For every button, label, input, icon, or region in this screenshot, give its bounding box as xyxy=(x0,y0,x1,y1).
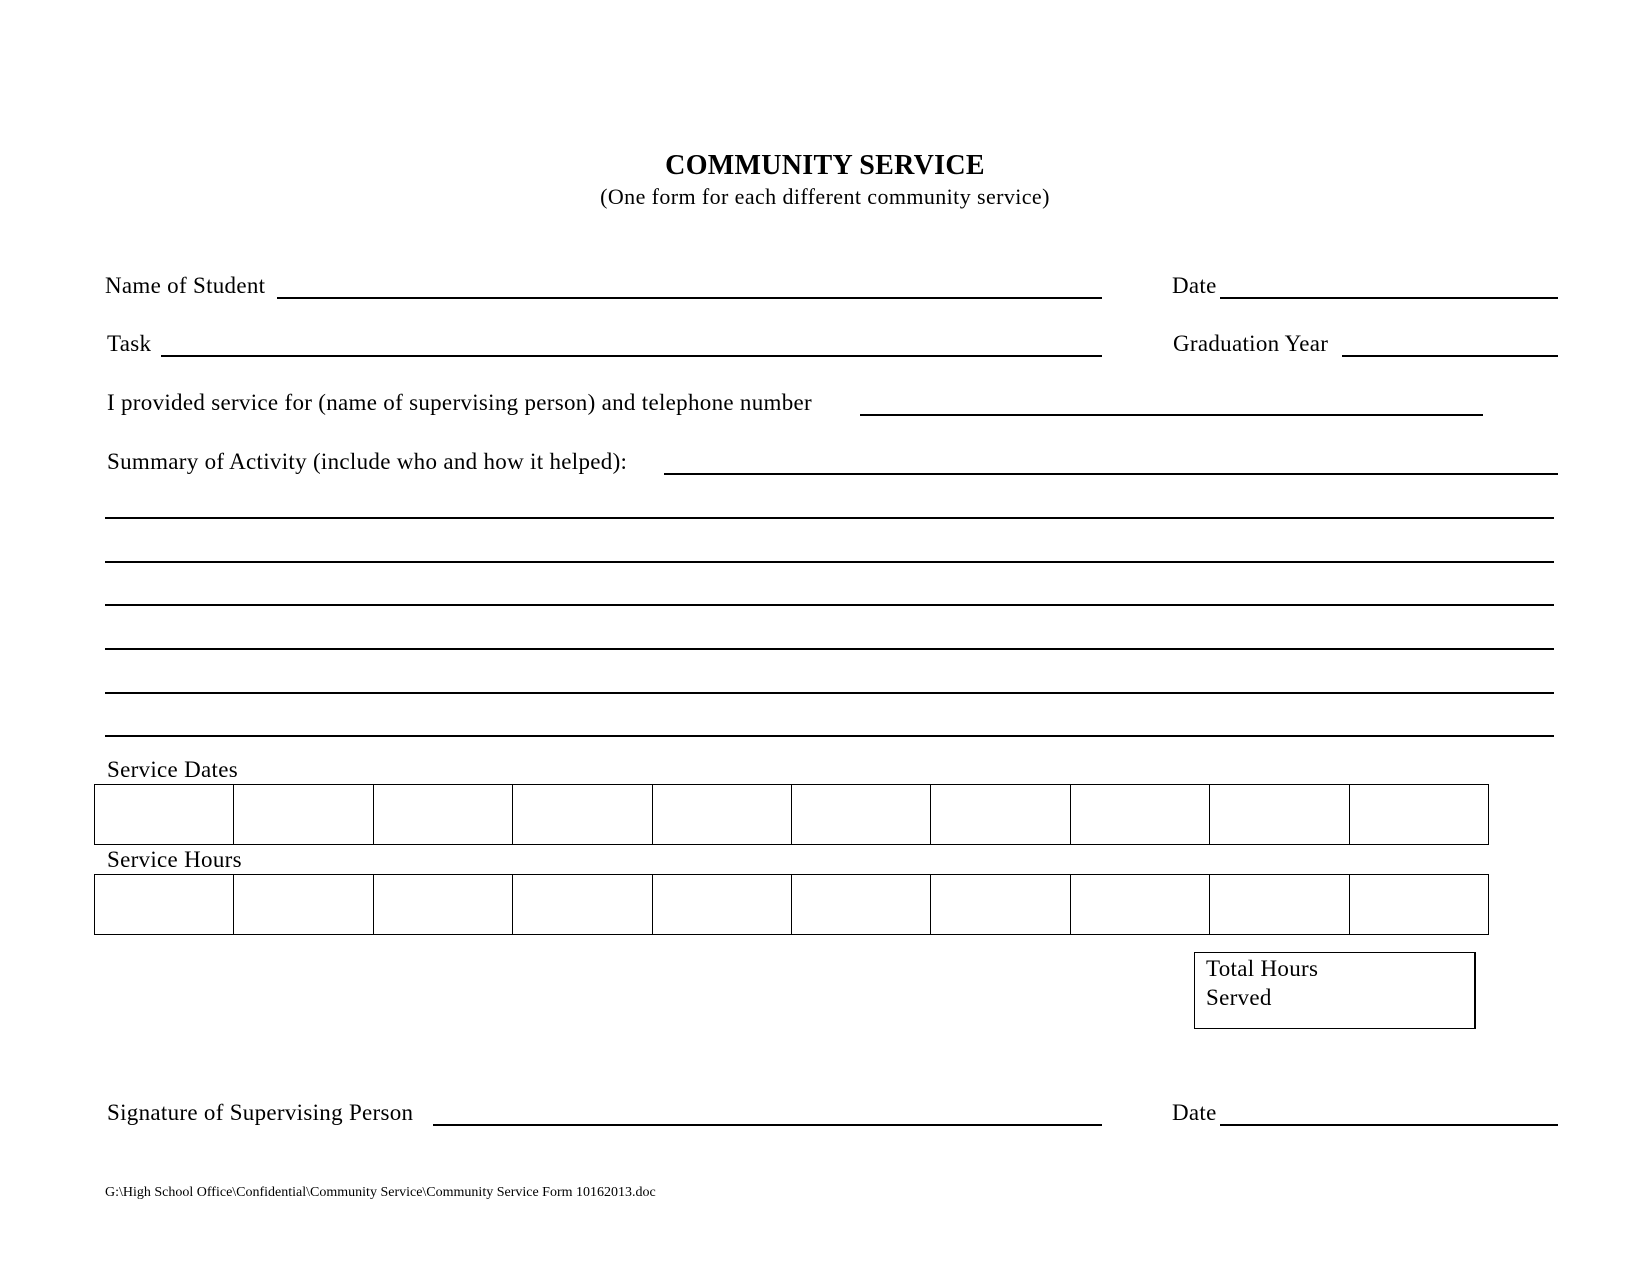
service-date-cell[interactable] xyxy=(791,785,930,845)
service-dates-table xyxy=(94,784,1489,845)
footer-file-path: G:\High School Office\Confidential\Community Service\Community Service Form 10162013.doc xyxy=(105,1185,656,1200)
service-hours-cell[interactable] xyxy=(234,875,373,935)
summary-line[interactable] xyxy=(105,561,1554,563)
summary-line[interactable] xyxy=(105,648,1554,650)
service-hours-cell[interactable] xyxy=(1349,875,1488,935)
service-hours-cell[interactable] xyxy=(95,875,234,935)
signature-label: Signature of Supervising Person xyxy=(107,1100,414,1125)
service-date-cell[interactable] xyxy=(373,785,512,845)
service-hours-cell[interactable] xyxy=(1070,875,1209,935)
summary-line[interactable] xyxy=(105,735,1554,737)
summary-line[interactable] xyxy=(105,604,1554,606)
service-date-cell[interactable] xyxy=(1210,785,1349,845)
date-field[interactable] xyxy=(1220,297,1558,299)
service-hours-cell[interactable] xyxy=(931,875,1070,935)
service-dates-row xyxy=(95,785,1489,845)
date-label: Date xyxy=(1172,273,1217,298)
summary-field-first-line[interactable] xyxy=(664,473,1558,475)
service-date-cell[interactable] xyxy=(1070,785,1209,845)
task-label: Task xyxy=(107,331,152,356)
graduation-year-field[interactable] xyxy=(1342,355,1558,357)
summary-line[interactable] xyxy=(105,517,1554,519)
service-hours-cell[interactable] xyxy=(513,875,652,935)
service-date-cell[interactable] xyxy=(513,785,652,845)
name-of-student-label: Name of Student xyxy=(105,273,266,298)
service-hours-row xyxy=(95,875,1489,935)
service-hours-cell[interactable] xyxy=(1210,875,1349,935)
service-date-cell[interactable] xyxy=(95,785,234,845)
name-of-student-field[interactable] xyxy=(277,297,1102,299)
service-dates-label: Service Dates xyxy=(107,757,238,782)
total-hours-label-line2: Served xyxy=(1206,985,1272,1010)
total-hours-label-line1: Total Hours xyxy=(1206,956,1319,981)
supervisor-contact-label: I provided service for (name of supervising person) and telephone number xyxy=(107,390,812,415)
form-subtitle: (One form for each different community service) xyxy=(600,184,1050,209)
service-date-cell[interactable] xyxy=(652,785,791,845)
service-hours-label: Service Hours xyxy=(107,847,242,872)
summary-label: Summary of Activity (include who and how it helped): xyxy=(107,449,628,474)
supervisor-contact-field[interactable] xyxy=(860,414,1483,416)
task-field[interactable] xyxy=(161,355,1102,357)
graduation-year-label: Graduation Year xyxy=(1173,331,1329,356)
signature-field[interactable] xyxy=(433,1124,1102,1126)
service-date-cell[interactable] xyxy=(931,785,1070,845)
service-hours-cell[interactable] xyxy=(791,875,930,935)
summary-line[interactable] xyxy=(105,692,1554,694)
service-date-cell[interactable] xyxy=(1349,785,1488,845)
service-hours-cell[interactable] xyxy=(652,875,791,935)
form-title: COMMUNITY SERVICE xyxy=(665,150,985,181)
signature-date-label: Date xyxy=(1172,1100,1217,1125)
service-date-cell[interactable] xyxy=(234,785,373,845)
service-hours-cell[interactable] xyxy=(373,875,512,935)
total-hours-label xyxy=(1206,954,1318,1012)
service-hours-table xyxy=(94,874,1489,935)
signature-date-field[interactable] xyxy=(1220,1124,1558,1126)
